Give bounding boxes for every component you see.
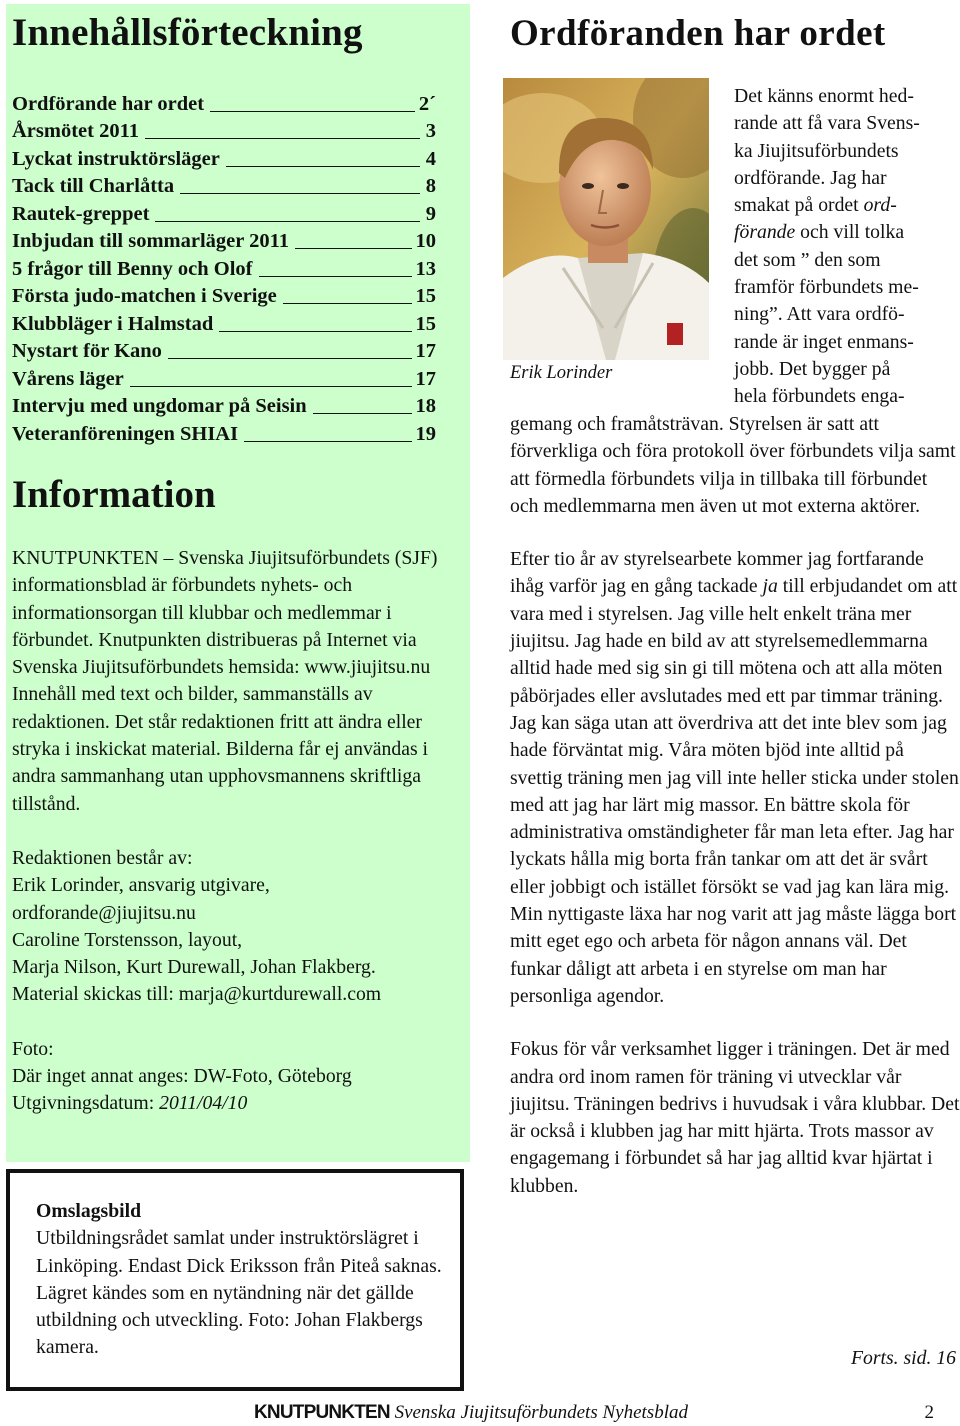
foto-line: Där inget annat anges: DW-Foto, Göteborg	[12, 1065, 352, 1088]
toc-item[interactable]: Tack till Charlåtta 8	[12, 175, 436, 197]
information-block	[12, 545, 467, 1118]
toc-item[interactable]: Årsmötet 2011 3	[12, 120, 436, 142]
toc-item[interactable]: Första judo-matchen i Sverige 15	[12, 285, 436, 307]
cover-heading: Omslagsbild	[36, 1200, 142, 1222]
information-paragraph: Innehåll med text och bilder, sammanställs av redaktionen. Det står redaktionen fritt att ändra eller stryka i inskickat material. Bilderna får ej användas i andra sammanhang utan upphovsmannens skriftliga tillstånd.	[12, 683, 429, 815]
page-footer	[254, 1402, 934, 1424]
toc-item[interactable]: 5 frågor till Benny och Olof 13	[12, 257, 436, 280]
continued-reference: Forts. sid. 16	[850, 1347, 956, 1369]
cover-info-box	[6, 1169, 464, 1391]
toc-item[interactable]: Nystart för Kano 17	[12, 340, 436, 362]
toc-item[interactable]: Klubbläger i Halmstad 15	[12, 312, 436, 335]
photo-caption: Erik Lorinder	[510, 363, 613, 383]
toc-title: Innehållsförteckning	[12, 11, 363, 54]
portrait-photo	[503, 78, 709, 360]
toc-item[interactable]: Vårens läger 17	[12, 367, 436, 390]
information-title: Information	[12, 473, 216, 516]
staff-line: Erik Lorinder, ansvarig utgivare,	[12, 874, 270, 897]
toc-item[interactable]: Inbjudan till sommarläger 2011 10	[12, 230, 436, 252]
staff-email[interactable]: ordforande@jiujitsu.nu	[12, 901, 196, 924]
toc-item[interactable]: Lyckat instruktörsläger 4	[12, 147, 436, 170]
staff-line: Material skickas till: marja@kurtdurewall.com	[12, 983, 382, 1006]
staff-line: Marja Nilson, Kurt Durewall, Johan Flakberg.	[12, 956, 376, 979]
staff-line: Caroline Torstensson, layout,	[12, 928, 243, 951]
article-body	[510, 411, 960, 1200]
page-number: 2	[924, 1402, 934, 1423]
cover-text: Utbildningsrådet samlat under instruktörslägret i Linköping. Endast Dick Eriksson från Piteå saknas. Lägret kändes som en nytändning när det gällde utbildning och utveckling. Foto: Johan Flakbergs kamera.	[36, 1227, 442, 1359]
footer-subtitle: Svenska Jiujitsuförbundets Nyhetsblad	[389, 1402, 688, 1423]
article-paragraph: gemang och framåtsträvan. Styrelsen är satt att förverkliga och föra protokoll över förbundets vilja samt att förmedla förbundets vilja in tillbaka till förbundet och medlemmarna men även ut mot externa aktörer.	[510, 413, 956, 517]
publication-date: Utgivningsdatum: 2011/04/10	[12, 1092, 248, 1115]
toc-item[interactable]: Ordförande har ordet 2´	[12, 92, 436, 115]
article-title: Ordföranden har ordet	[510, 13, 886, 54]
footer-brand: KNUTPUNKTEN	[254, 1402, 390, 1423]
article-intro: Det känns enormt hed- rande att få vara Svens- ka Jiujitsuförbundets ordförande. Jag har smakat på ordet ord- förande och vill tolka det som ” den som framför förbundets me- ning”. Att vara ordfö- rande är inget enmans- jobb. Det bygger på hela förbundets enga-	[734, 85, 920, 408]
article-paragraph: Fokus för vår verksamhet ligger i träningen. Det är med andra ord inom ramen för träning vi utvecklar vår jiujitsu. Träningen bedrivs i huvudsak i våra klubbar. Det är också i klubben jag har mitt hjärta. Trots massor av engagemang i förbundet så har jag alltid kvar hjärtat i klubben.	[510, 1038, 960, 1197]
information-paragraph: KNUTPUNKTEN – Svenska Jiujitsuförbundets (SJF) informationsblad är förbundets nyhets- och informationsorgan till klubbar och medlemmar i förbundet. Knutpunkten distribueras på Internet via Svenska Jiujitsuförbundets hemsida: www.jiujitsu.nu	[12, 547, 438, 679]
toc-item[interactable]: Veteranföreningen SHIAI 19	[12, 422, 436, 445]
article-paragraph: Efter tio år av styrelsearbete kommer jag fortfarande ihåg varför jag en gång tackade ja till erbjudandet om att vara med i styrelsen. Jag ville helt enkelt träna mer jiujitsu. Jag hade en bild av att styrelsemedlemmarna alltid hade med sig sin gi till mötena och att alla möten påbörjades eller avslutades med ett par timmar träning. Jag kan säga utan att överdriva att det inte blev som jag hade förväntat mig. Våra möten bjöd inte alltid på svettig träning men jag vill inte heller sticka under stolen med att jag har lärt mig massor. En bättre skola för administrativa omständigheter får man leta efter. Jag har lyckats hålla mig borta från tankar om att det är svårt eller jobbigt och istället försökt se vad jag kan lära mig. Min nyttigaste läxa har nog varit att jag måste lägga bort mitt eget ego och arbeta för någon annans väl. Det funkar dåligt att arbeta i en styrelse om man har personliga agendor.	[510, 548, 959, 1007]
toc-item[interactable]: Rautek-greppet 9	[12, 202, 436, 225]
staff-heading: Redaktionen består av:	[12, 846, 193, 869]
foto-heading: Foto:	[12, 1037, 54, 1060]
toc-item[interactable]: Intervju med ungdomar på Seisin 18	[12, 395, 436, 417]
table-of-contents	[12, 88, 436, 446]
